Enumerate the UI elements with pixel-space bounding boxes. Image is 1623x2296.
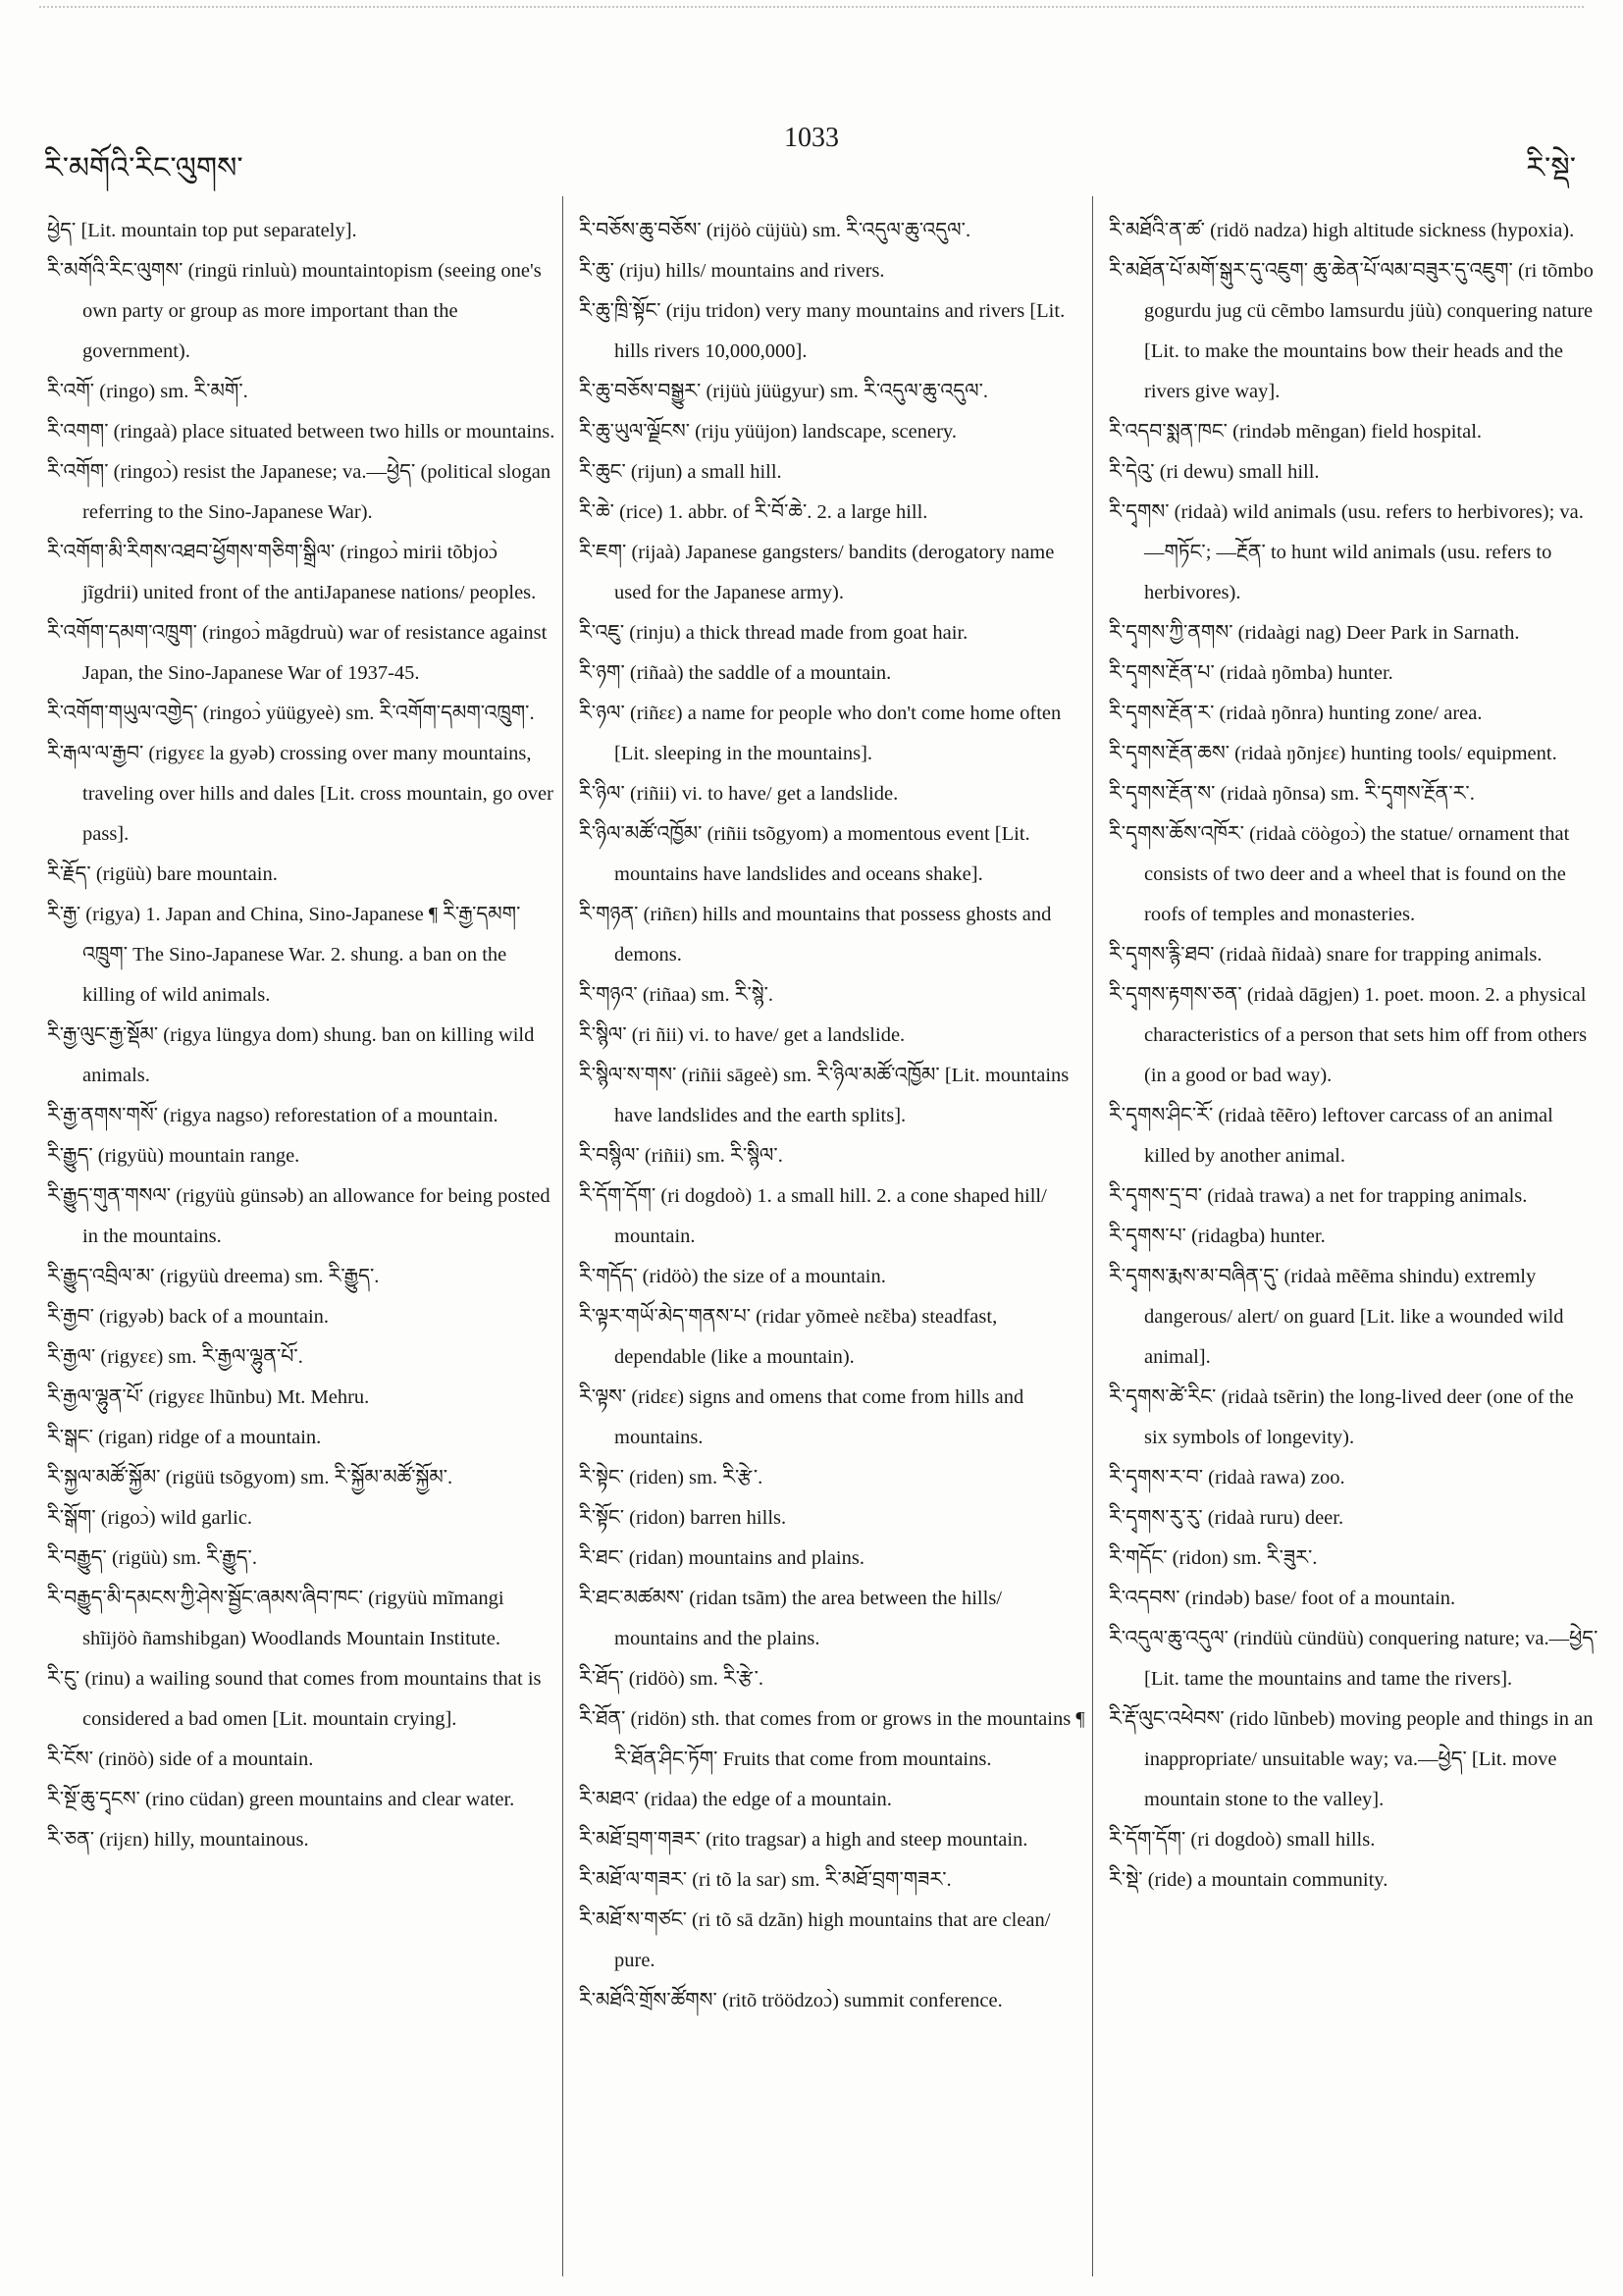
dictionary-entry: རི་ཆུ་ཁྲི་སྟོང་ (riju tridon) very many mountains and rivers [Lit. hills rivers 10,000,000]. [579,300,1066,362]
dictionary-entry: རི་རྒྱུད་ (rigyüù) mountain range. [47,1145,300,1167]
dictionary-column-3 [1109,211,1599,1901]
dictionary-entry: རི་རྒྱ་ནགས་གསོ་ (rigya nagso) reforestation of a mountain. [47,1105,498,1126]
dictionary-entry: རི་ཉིལ་ (riñii) vi. to have/ get a landslide. [579,783,899,805]
dictionary-entry: རི་སྔོ་ཆུ་དྭངས་ (rino cüdan) green mountains and clear water. [47,1789,515,1810]
dictionary-entry: རི་དྭགས་པ་ (ridagba) hunter. [1109,1226,1326,1247]
dictionary-entry: རི་རྗོད་ (rigüù) bare mountain. [47,863,278,885]
dictionary-entry: ཕྱེད་ [Lit. mountain top put separately]. [47,220,357,241]
dictionary-entry: རི་སྒོག་ (rigoɔ̀) wild garlic. [47,1507,253,1529]
dictionary-entry: རི་འགོག་དམག་འཁྲུག་ (ringoɔ̀ mãgdruù) war of resistance against Japan, the Sino-Japanese War of 1937-45. [47,622,548,684]
dictionary-entry: རི་འགག་ (ringaà) place situated between two hills or mountains. [47,421,555,443]
dictionary-entry: རི་དྭགས་རྔོན་ར་ (ridaà ŋõnra) hunting zone/ area. [1109,703,1483,724]
dictionary-entry: རི་རྡོ་ལུང་འཕེབས་ (rido lũnbeb) moving people and things in an inappropriate/ unsuitable way; va.—ཕྱེད་ [Lit. move mountain stone to the valley]. [1109,1708,1594,1810]
dictionary-entry: རི་སྐྱལ་མཚོ་སྐྱོམ་ (rigüü tsõgyom) sm. རི་སྐྱོམ་མཚོ་སྐྱོམ་. [47,1467,453,1488]
dictionary-entry: རི་རྒྱལ་ལྷུན་པོ་ (rigyɛɛ lhũnbu) Mt. Mehru. [47,1386,370,1408]
dictionary-entry: རི་རྒྱུད་འབྲིལ་མ་ (rigyüù dreema) sm. རི་རྒྱུད་. [47,1266,380,1287]
running-head-right: རི་སྡེ་ [1526,152,1576,184]
dictionary-entry: རི་གདོད་ (ridöò) the size of a mountain. [579,1266,886,1287]
dictionary-entry: རི་ཆུང་ (rijun) a small hill. [579,461,782,483]
dictionary-entry: རི་འདབས་ (rindəb) base/ foot of a mountain. [1109,1588,1456,1609]
dictionary-entry: རི་ལྟས་ (ridɛɛ) signs and omens that come from hills and mountains. [579,1386,1024,1448]
dictionary-entry: རི་དྭགས་ར་བ་ (ridaà rawa) zoo. [1109,1467,1345,1488]
dictionary-entry: རི་སྟོང་ (ridon) barren hills. [579,1507,787,1529]
dictionary-entry: རི་དྭགས་ཆོས་འཁོར་ (ridaà cöògoɔ̀) the statue/ ornament that consists of two deer and a wheel that is found on the roofs of temples and monasteries. [1109,823,1570,925]
dictionary-entry: རི་འདུལ་ཆུ་འདུལ་ (rindüù cündüù) conquering nature; va.—ཕྱེད་ [Lit. tame the mountains and tame the rivers]. [1109,1628,1598,1690]
dictionary-entry: རི་མཐོ་ལ་གཟར་ (ri tõ la sar) sm. རི་མཐོ་བྲག་གཟར་. [579,1869,952,1891]
dictionary-entry: རི་སྒང་ (rigan) ridge of a mountain. [47,1427,322,1448]
dictionary-entry: རི་ཆེ་ (rice) 1. abbr. of རི་བོ་ཆེ་. 2. a large hill. [579,501,928,523]
dictionary-entry: རི་རྒྱ་ལུང་རྒྱ་སྡོམ་ (rigya lüngya dom) shung. ban on killing wild animals. [47,1024,535,1086]
dictionary-entry: རི་དྭགས་རྨས་མ་བཞིན་དུ་ (ridaà mẽẽma shindu) extremly dangerous/ alert/ on guard [Lit. like a wounded wild animal]. [1109,1266,1564,1368]
dictionary-entry: རི་སྙིལ་ས་གས་ (riñii sāgeè) sm. རི་ཉིལ་མཚོ་འཁྱོམ་ [Lit. mountains have landslides and the earth splits]. [579,1065,1070,1126]
dictionary-entry: རི་མཐའ་ (ridaa) the edge of a mountain. [579,1789,892,1810]
dictionary-entry: རི་དྭགས་རྔོན་ཆས་ (ridaà ŋõnjɛɛ) hunting tools/ equipment. [1109,743,1557,764]
dictionary-column-1 [47,211,557,1860]
dictionary-entry: རི་མགོའི་རིང་ལུགས་ (ringü rinluù) mountaintopism (seeing one's own party or group as more important than the government). [47,260,542,362]
dictionary-entry: རི་དྭགས་རུ་རུ་ (ridaà ruru) deer. [1109,1507,1344,1529]
dictionary-entry: རི་ཐོན་ (ridön) sth. that comes from or grows in the mountains ¶ རི་ཐོན་ཤིང་ཏོག་ Fruits that come from mountains. [579,1708,1085,1770]
dictionary-entry: རི་ཉག་ (riñaà) the saddle of a mountain. [579,662,892,684]
dictionary-entry: རི་བརྒྱུད་ (rigüù) sm. རི་རྒྱུད་. [47,1547,257,1569]
dictionary-entry: རི་དྭགས་ (ridaà) wild animals (usu. refers to herbivores); va.—གཏོང་; —རྔོན་ to hunt wild animals (usu. refers to herbivores). [1109,501,1584,603]
dictionary-entry: རི་དྭགས་རྔོན་པ་ (ridaà ŋõmba) hunter. [1109,662,1393,684]
dictionary-entry: རི་མཐོའི་གྲོས་ཚོགས་ (ritõ tröödzoɔ̀) summit conference. [579,1990,1003,2011]
dictionary-entry: རི་མཐོན་པོ་མགོ་སྒུར་དུ་འཇུག་ ཆུ་ཆེན་པོ་ལམ་བཟུར་དུ་འཇུག་ (ri tõmbo gogurdu jug cü cẽmbo lamsurdu jüù) conquering nature [Lit. to make the mountains bow their heads and the rivers give way]. [1109,260,1594,402]
dictionary-entry: རི་ངོས་ (rinöò) side of a mountain. [47,1748,314,1770]
dictionary-entry: རི་ལྟར་གཡོ་མེད་གནས་པ་ (ridar yõmeè nɛ̃ɛba) steadfast, dependable (like a mountain). [579,1306,998,1368]
dictionary-entry: རི་འགོ་ (ringo) sm. རི་མགོ་. [47,381,248,402]
column-divider-1 [562,196,563,2276]
dictionary-entry: རི་དྭགས་རྙི་ཐབ་ (ridaà ñidaà) snare for trapping animals. [1109,944,1543,965]
dictionary-entry: རི་བཅོས་ཆུ་བཅོས་ (rijöò cüjüù) sm. རི་འདུལ་ཆུ་འདུལ་. [579,220,971,241]
dictionary-entry: རི་ཉལ་ (riñɛɛ) a name for people who don't come home often [Lit. sleeping in the mountains]. [579,703,1062,764]
dictionary-entry: རི་དྭགས་ཤིང་རོ་ (ridaà tẽẽro) leftover carcass of an animal killed by another animal. [1109,1105,1553,1167]
dictionary-entry: རི་འགོག་ (ringoɔ̀) resist the Japanese; va.—ཕྱེད་ (political slogan referring to the Sino-Japanese War). [47,461,551,523]
dictionary-entry: རི་ངུ་ (rinu) a wailing sound that comes from mountains that is considered a bad omen [Lit. mountain crying]. [47,1668,542,1730]
dictionary-entry: རི་ཆུ་ (riju) hills/ mountains and rivers. [579,260,885,282]
dictionary-entry: རི་མཐོ་ས་གཙང་ (ri tõ sā dzãn) high mountains that are clean/ pure. [579,1909,1051,1971]
dictionary-entry: རི་སྡེ་ (ride) a mountain community. [1109,1869,1388,1891]
dictionary-entry: རི་རྒལ་ལ་རྒྱབ་ (rigyɛɛ la gyəb) crossing over many mountains, traveling over hills and dales [Lit. cross mountain, go over pass]. [47,743,553,845]
scan-dotted-line [39,6,1584,9]
page-number: 1033 [784,123,839,153]
dictionary-column-2 [579,211,1089,2021]
dictionary-entry: རི་དེའུ་ (ri dewu) small hill. [1109,461,1320,483]
dictionary-entry: རི་རྒྱལ་ (rigyɛɛ) sm. རི་རྒྱལ་ལྷུན་པོ་. [47,1346,303,1368]
dictionary-entry: རི་འདབ་སྨན་ཁང་ (rindəb mẽngan) field hospital. [1109,421,1483,443]
dictionary-entry: རི་དྭགས་ཚེ་རིང་ (ridaà tsẽrin) the long-lived deer (one of the six symbols of longevity). [1109,1386,1574,1448]
dictionary-entry: རི་རྒྱུད་གུན་གསལ་ (rigyüù günsəb) an allowance for being posted in the mountains. [47,1185,550,1247]
dictionary-entry: རི་གཉའ་ (riñaa) sm. རི་སྙེ་. [579,984,774,1006]
dictionary-entry: རི་སྙིལ་ (ri ñii) vi. to have/ get a landslide. [579,1024,906,1046]
dictionary-entry: རི་བརྒྱུད་མི་དམངས་ཀྱི་ཤེས་སྦྱོང་ཞམས་ཞིབ་ཁང་ (rigyüù mĩmangi shĩijöò ñamshibgan) Woodlands Mountain Institute. [47,1588,504,1649]
column-divider-2 [1092,196,1093,2276]
dictionary-entry: རི་གཉན་ (riñɛn) hills and mountains that possess ghosts and demons. [579,904,1052,965]
dictionary-entry: རི་ཇག་ (rijaà) Japanese gangsters/ bandits (derogatory name used for the Japanese army). [579,542,1055,603]
dictionary-entry: རི་ཉིལ་མཚོ་འཁྱོམ་ (riñii tsõgyom) a momentous event [Lit. mountains have landslides and oceans shake]. [579,823,1030,885]
dictionary-entry: རི་མཐོའི་ན་ཚ་ (ridö nadza) high altitude sickness (hypoxia). [1109,220,1575,241]
dictionary-entry: རི་འགོག་མི་རིགས་འཐབ་ཕྱོགས་གཅིག་སྒྲིལ་ (ringoɔ̀ mirii tõbjoɔ̀ jĩgdrii) united front of the antiJapanese nations/ peoples. [47,542,537,603]
dictionary-entry: རི་དྭགས་དྲ་བ་ (ridaà trawa) a net for trapping animals. [1109,1185,1528,1207]
running-head-left: རི་མགོའི་རིང་ལུགས་ [44,152,243,184]
dictionary-entry: རི་དོག་དོག་ (ri dogdoò) 1. a small hill. 2. a cone shaped hill/ mountain. [579,1185,1047,1247]
dictionary-entry: རི་ཆུ་ཡུལ་ལྗོངས་ (riju yüüjon) landscape, scenery. [579,421,957,443]
dictionary-entry: རི་རྒྱ་ (rigya) 1. Japan and China, Sino-Japanese ¶ རི་རྒྱ་དམག་འཁྲུག་ The Sino-Japanese War. 2. shung. a ban on the killing of wild animals. [47,904,521,1006]
dictionary-entry: རི་མཐོ་བྲག་གཟར་ (rito tragsar) a high and steep mountain. [579,1829,1028,1851]
dictionary-entry: རི་འགོག་གཡུལ་འགྱེད་ (ringoɔ̀ yüügyeè) sm. རི་འགོག་དམག་འཁྲུག་. [47,703,535,724]
dictionary-entry: རི་འཇུ་ (rinju) a thick thread made from goat hair. [579,622,969,644]
dictionary-entry: རི་དྭགས་རྟགས་ཅན་ (ridaà dāgjen) 1. poet. moon. 2. a physical characteristics of a person that sets him off from others (in a good or bad way). [1109,984,1588,1086]
dictionary-entry: རི་དྭགས་ཀྱི་ནགས་ (ridaàgi nag) Deer Park in Sarnath. [1109,622,1520,644]
dictionary-entry: རི་གདོང་ (ridon) sm. རི་ཟུར་. [1109,1547,1318,1569]
dictionary-entry: རི་ཐང་མཚམས་ (ridan tsãm) the area between the hills/ mountains and the plains. [579,1588,1002,1649]
dictionary-entry: རི་ཆུ་བཅོས་བསྒྱུར་ (rijüù jüügyur) sm. རི་འདུལ་ཆུ་འདུལ་. [579,381,989,402]
dictionary-entry: རི་ཅན་ (rijɛn) hilly, mountainous. [47,1829,309,1851]
dictionary-entry: རི་དྭགས་རྔོན་ས་ (ridaà ŋõnsa) sm. རི་དྭགས་རྔོན་ར་. [1109,783,1475,805]
dictionary-entry: རི་བསྙིལ་ (riñii) sm. རི་སྙིལ་. [579,1145,783,1167]
dictionary-entry: རི་ཐོད་ (ridöò) sm. རི་རྩེ་. [579,1668,764,1690]
dictionary-entry: རི་དོག་དོག་ (ri dogdoò) small hills. [1109,1829,1376,1851]
dictionary-entry: རི་རྒྱབ་ (rigyəb) back of a mountain. [47,1306,330,1328]
dictionary-entry: རི་ཐང་ (ridan) mountains and plains. [579,1547,864,1569]
dictionary-entry: རི་སྟེང་ (riden) sm. རི་རྩེ་. [579,1467,763,1488]
